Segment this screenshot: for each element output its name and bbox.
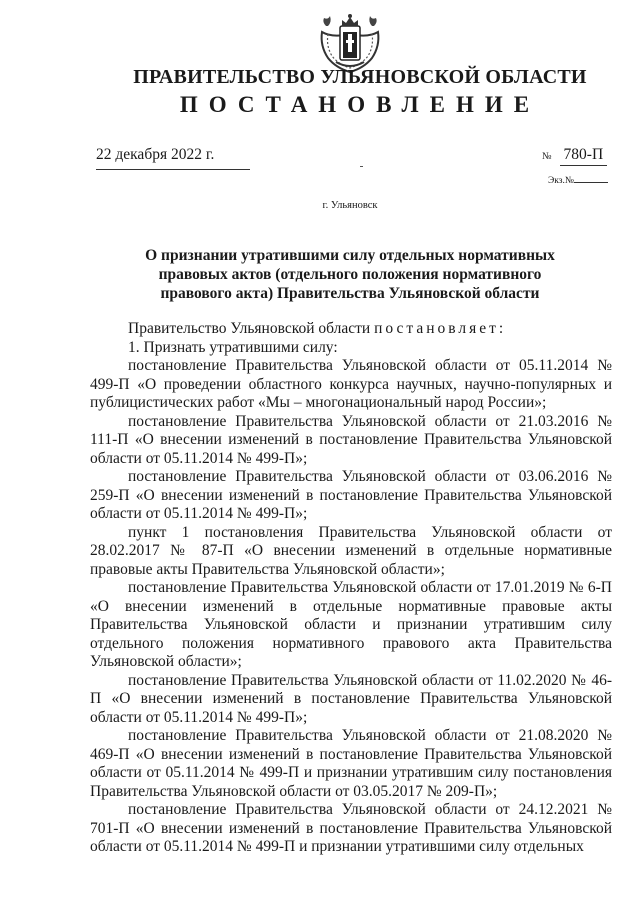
document-number	[542, 146, 607, 166]
coat-of-arms-emblem	[318, 12, 382, 74]
number-sign: №	[542, 151, 552, 162]
document-body	[90, 320, 612, 857]
intro-paragraph	[90, 320, 612, 339]
document-type: ПОСТАНОВЛЕНИЕ	[179, 92, 541, 117]
body-paragraph: постановление Правительства Ульяновской области от 17.01.2019 № 6-П «О внесении изменений в отдельные нормативные правовые акты Правительства Ульяновской области и признании утратившим силу отдельного положения нормативного правового акта Правительства Ульяновской области»;	[90, 579, 612, 670]
title-line: правовых актов (отдельного положения нормативного	[158, 266, 542, 283]
title-line: О признании утратившими силу отдельных нормативных	[145, 247, 555, 264]
number-value: 780-П	[560, 146, 608, 166]
stray-mark	[360, 166, 363, 167]
body-paragraph: постановление Правительства Ульяновской области от 11.02.2020 № 46-П «О внесении изменений в постановление Правительства Ульяновской области от 05.11.2014 № 499-П»;	[90, 671, 612, 726]
document-title	[120, 246, 580, 303]
body-paragraph: 1. Признать утратившими силу:	[128, 338, 338, 356]
body-paragraph: постановление Правительства Ульяновской области от 21.08.2020 № 469-П «О внесении изменений в постановление Правительства Ульяновской области от 05.11.2014 № 499-П и признании утратившим силу постановления Правительства Ульяновской области от 03.05.2017 № 209-П»;	[90, 727, 612, 800]
date-underline	[96, 169, 250, 170]
body-paragraph: постановление Правительства Ульяновской области от 24.12.2021 № 701-П «О внесении изменений в постановление Правительства Ульяновской области от 05.11.2014 № 499-П и признании утратившими силу отдельных	[90, 801, 612, 855]
copy-label: Экз.№	[548, 176, 574, 186]
document-date: 22 декабря 2022 г.	[96, 146, 215, 163]
intro-prefix: Правительство Ульяновской области	[128, 320, 375, 337]
copy-number-line	[574, 182, 608, 183]
intro-resolves: постановляет	[374, 320, 499, 337]
body-paragraph: постановление Правительства Ульяновской области от 03.06.2016 № 259-П «О внесении изменений в постановление Правительства Ульяновской области от 05.11.2014 № 499-П»;	[90, 468, 612, 522]
intro-suffix: :	[498, 320, 504, 337]
copy-number	[548, 176, 608, 186]
body-paragraph: пункт 1 постановления Правительства Ульяновской области от 28.02.2017 № 87-П «О внесении изменений в отдельные нормативные правовые акты Правительства Ульяновской области»;	[90, 523, 612, 578]
body-paragraph: постановление Правительства Ульяновской области от 21.03.2016 № 111-П «О внесении изменений в постановление Правительства Ульяновской области от 05.11.2014 № 499-П»;	[90, 412, 612, 467]
body-paragraph: постановление Правительства Ульяновской области от 05.11.2014 № 499-П «О проведении областного конкурса научных, научно-популярных и публицистических работ «Мы – многонациональный народ России»;	[90, 357, 612, 411]
city: г. Ульяновск	[322, 200, 378, 211]
title-line: правового акта) Правительства Ульяновской области	[160, 285, 540, 302]
government-name: ПРАВИТЕЛЬСТВО УЛЬЯНОВСКОЙ ОБЛАСТИ	[133, 66, 587, 88]
